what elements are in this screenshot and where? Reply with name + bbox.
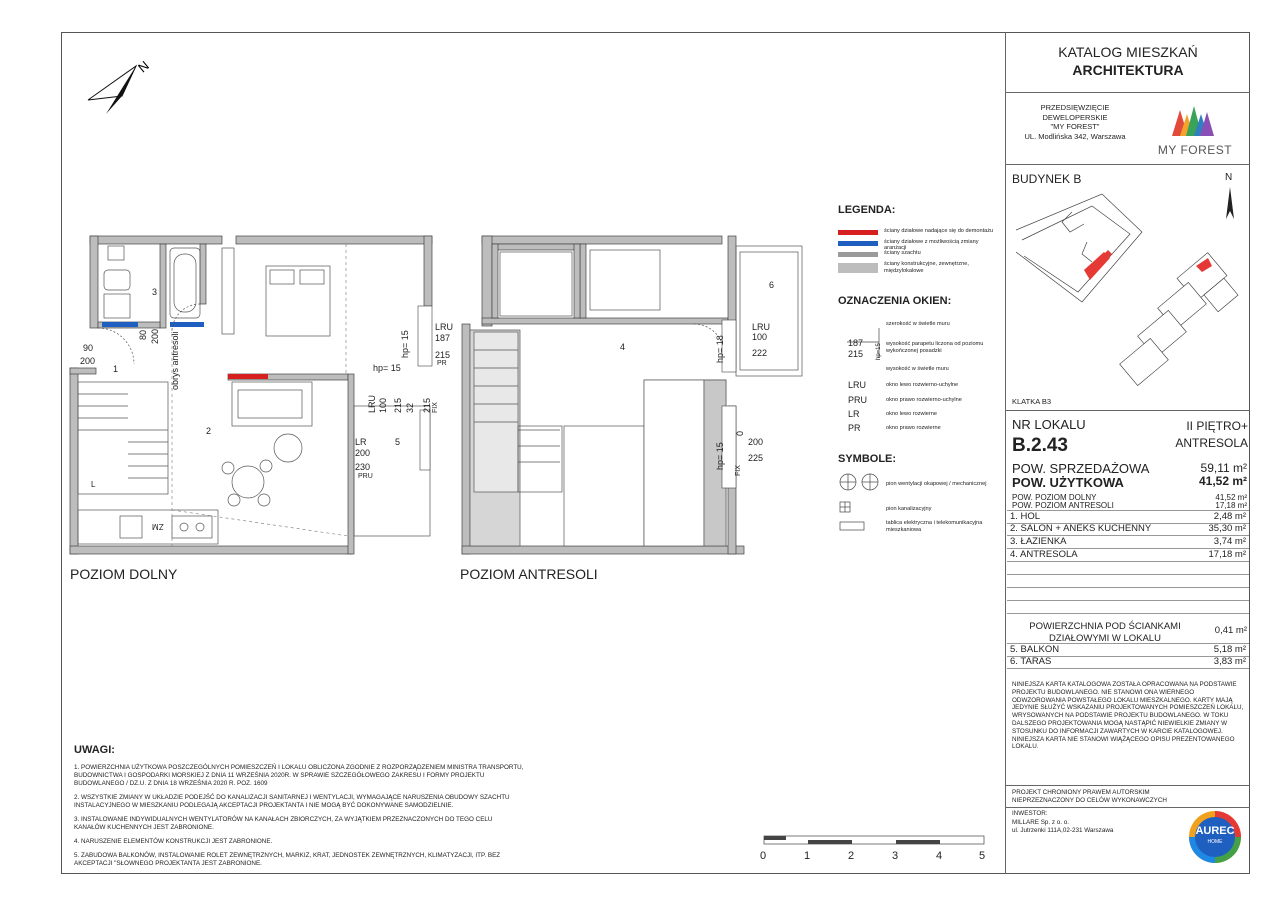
stair-label: KLATKA B3 xyxy=(1012,397,1052,406)
myforest-logo xyxy=(1150,104,1240,156)
forest-logo-icon xyxy=(1150,104,1240,138)
developer-info xyxy=(1010,103,1140,141)
floor-line2: ANTRESOLA xyxy=(1175,436,1248,450)
divider xyxy=(1005,785,1250,786)
divider xyxy=(1005,92,1250,93)
copyright-line: PROJEKT CHRONIONY PRAWEM AUTORSKIM xyxy=(1012,789,1150,796)
stair-tag: L xyxy=(91,480,96,489)
partition-line: DZIAŁOWYMI W LOKALU xyxy=(1049,633,1161,644)
developer-line: PRZEDSIĘWZIĘCIE xyxy=(1040,103,1110,112)
lower-floor-label: POZIOM DOLNY xyxy=(70,566,178,582)
symbol-text: tablica elektryczna i telekomunikacyjna mieszkaniowa xyxy=(886,520,983,533)
legend-swatch xyxy=(838,252,878,257)
investor-label: INWESTOR: xyxy=(1012,810,1048,817)
legend-item xyxy=(838,250,998,261)
mezzanine-label: POZIOM ANTRESOLI xyxy=(460,566,598,582)
window-width: 187 xyxy=(435,333,451,343)
room-name: 2. SALON + ANEKS KUCHENNY xyxy=(1010,523,1152,534)
usable-area-value: 41,52 m² xyxy=(1198,474,1247,488)
room-row xyxy=(1007,523,1249,536)
window-height: 215 xyxy=(393,397,403,413)
room-area: 2,48 m² xyxy=(1213,511,1246,522)
lower-area-value: 41,52 m² xyxy=(1215,493,1247,502)
copyright-notice xyxy=(1012,789,1167,805)
legend-list xyxy=(838,228,998,275)
window-type: LR xyxy=(355,437,367,447)
lower-area-label: POW. POZIOM DOLNY xyxy=(1012,493,1097,502)
room-row xyxy=(1007,510,1249,524)
note-item: 5. ZABUDOWA BALKONÓW, INSTALOWANIE ROLET ZEWNĘTRZNYCH, MARKIZ, KRAT, JEDNOSTEK ZEWNĘTRZNYCH, KLIMATYZACJI, ITP. BEZ AKCEPTACJI "SŁOWNEGO PROJEKTANTA JEST ZABRONIONE. xyxy=(74,852,501,867)
divider xyxy=(1005,410,1250,411)
lower-floor-plan xyxy=(68,230,443,555)
scale-tick: 2 xyxy=(848,850,855,862)
window-code-text: okno lewo rozwierne xyxy=(886,411,937,417)
note-item: 3. INSTALOWANIE INDYWIDUALNYCH WENTYLATORÓW NA KANAŁACH ZBIORCZYCH, ZA WYJĄTKIEM PRZEZNACZONYCH DO TEGO CELU KANAŁÓW KUCHENNYCH JEST ZABRONIONE. xyxy=(74,816,493,831)
note-item: 2. WSZYSTKIE ZMIANY W UKŁADZIE PODEJŚĆ DO KANALIZACJI SANITARNEJ I WENTYLACJI, WYMAGAJĄCE NARUSZENIA OBUDOWY SZACHTU INSTALACYJNEGO W MIESZKANIU PODLEGAJĄ AKCEPTACJI PROJEKTANTA I NIE MOGĄ BYĆ DOKONYWANE SAMODZIELNIE. xyxy=(74,794,510,809)
aurec-text: AUREC xyxy=(1195,825,1235,837)
window-height-note: wysokość w świetle muru xyxy=(886,366,949,372)
key-plan-map xyxy=(1012,192,1248,392)
window-width: 100 xyxy=(378,397,388,413)
window-fix: FIX xyxy=(432,402,439,413)
note-item: 4. NARUSZENIE ELEMENTÓW KONSTRUKCJI JEST ZABRONIONE. xyxy=(74,838,273,845)
scale-tick: 0 xyxy=(760,850,767,862)
aurec-logo xyxy=(1186,810,1244,864)
room-tag-3: 3 xyxy=(152,287,158,297)
window-height: 215 xyxy=(422,397,432,413)
legend-swatch xyxy=(838,241,878,246)
room-tag-6: 6 xyxy=(769,280,775,290)
legend-text: ściany działowe nadające się do demontażu xyxy=(884,228,994,234)
legend-item xyxy=(838,239,998,250)
partition-area-label xyxy=(1010,621,1200,645)
window-legend-hp: hp=15 xyxy=(876,343,882,360)
empty-row xyxy=(1007,562,1249,575)
copyright-line: NIEPRZEZNACZONY DO CELÓW WYKONAWCZYCH xyxy=(1012,797,1167,804)
symbol-text: pion wentylacji okapowej / mechanicznej xyxy=(886,481,987,487)
window-width-note: szerokość w świetle muru xyxy=(886,321,950,327)
outdoor-row xyxy=(1007,643,1249,657)
notes-title: UWAGI: xyxy=(74,744,115,756)
window-height: 222 xyxy=(752,348,768,358)
window-code: LRU xyxy=(848,380,867,390)
building-label: BUDYNEK B xyxy=(1012,172,1082,186)
empty-row xyxy=(1007,601,1249,614)
developer-line: UL. Modlińska 342, Warszawa xyxy=(1024,131,1126,141)
room-area: 3,74 m² xyxy=(1213,536,1246,547)
unit-nr-label: NR LOKALU xyxy=(1012,417,1086,432)
sill-height: hp= 18 xyxy=(715,335,725,363)
window-code: LR xyxy=(848,409,860,419)
empty-row xyxy=(1007,588,1249,601)
door-width-1: 90 xyxy=(83,343,94,353)
mezz-area-value: 17,18 m² xyxy=(1215,501,1247,510)
investor-info xyxy=(1012,810,1113,836)
title-block-divider xyxy=(1005,32,1006,874)
floor-line1: II PIĘTRO+ xyxy=(1186,419,1248,433)
sales-area-label: POW. SPRZEDAŻOWA xyxy=(1012,461,1150,476)
window-width: 200 xyxy=(355,448,371,458)
divider xyxy=(1005,164,1250,165)
window-type: LRU xyxy=(367,394,377,413)
divider xyxy=(1005,807,1250,808)
unit-nr-value: B.2.43 xyxy=(1012,435,1068,456)
usable-area-label: POW. UŻYTKOWA xyxy=(1012,475,1124,490)
room-name: 3. ŁAZIENKA xyxy=(1010,536,1067,547)
legend-item xyxy=(838,228,998,239)
room-tag-1: 1 xyxy=(113,364,119,374)
window-sill-note: wysokość parapetu liczona od poziomu wykończonej posadzki xyxy=(886,341,984,354)
door-height-1: 200 xyxy=(80,356,96,366)
developer-line: "MY FOREST" xyxy=(1050,122,1100,131)
window-legend-top: 187 xyxy=(848,338,864,348)
legend-item xyxy=(838,261,998,275)
partition-area-value: 0,41 m² xyxy=(1214,625,1247,636)
window-width: 200 xyxy=(748,437,764,447)
door-height-2: 200 xyxy=(150,328,160,344)
scale-tick: 4 xyxy=(936,850,943,862)
room-area: 17,18 m² xyxy=(1208,549,1246,560)
catalog-title: KATALOG MIESZKAŃ xyxy=(1058,44,1198,60)
mezzanine-plan xyxy=(460,230,840,555)
symbol-icons xyxy=(838,470,882,534)
scale-tick: 5 xyxy=(979,850,986,862)
outdoor-row xyxy=(1007,656,1249,669)
window-sill: 0 xyxy=(735,430,745,436)
investor-address: ul. Jutrzenki 111A,02-231 Warszawa xyxy=(1012,827,1114,834)
scale-bar xyxy=(760,832,990,850)
svg-text:N: N xyxy=(135,57,152,76)
room-name: 4. ANTRESOLA xyxy=(1010,549,1078,560)
catalog-subtitle: ARCHITEKTURA xyxy=(1072,62,1184,78)
window-height: 230 xyxy=(355,462,371,472)
legend-text: ściany szachtu xyxy=(884,250,921,256)
window-height: 225 xyxy=(748,453,764,463)
room-tag-5: 5 xyxy=(395,437,401,447)
mezzanine-outline-label: obrys antresoli xyxy=(170,331,180,390)
window-type: LRU xyxy=(435,322,454,332)
legend-text: ściany konstrukcyjne, zewnętrzne, międzylokalowe xyxy=(884,261,969,274)
window-type: LRU xyxy=(752,322,771,332)
legend-text: ściany działowe z możliwością zmiany aranżacji xyxy=(884,239,979,251)
window-fix: FIX xyxy=(735,465,742,476)
room-tag-4: 4 xyxy=(620,342,626,352)
north-label: N xyxy=(1225,172,1233,183)
outdoor-name: 5. BALKON xyxy=(1010,644,1060,655)
legend-swatch xyxy=(838,263,878,273)
disclaimer-text: NINIEJSZA KARTA KATALOGOWA ZOSTAŁA OPRACOWANA NA PODSTAWIE PROJEKTU BUDOWLANEGO. NIE STANOWI ONA WIERNEGO ODWZOROWANIA POWSTAŁEGO LOKALU MIESZKALNEGO. KARTY MAJĄ JEDYNIE SŁUŻYĆ WSKAZANIU PROJEKTOWANYCH POMIESZCZEŃ LOKALU, WRYSOWANYCH NA PODSTAWIE PROJEKTU BUDOWLANEGO. W TOKU DALSZEGO PROJEKTOWANIA MOGĄ NASTĄPIĆ NIEWIELKIE ZMIANY W STOSUNKU DO INFORMACJI ZAWARTYCH W KARCIE KATALOGOWEJ. NINIEJSZA KARTA NIE STANOWI WIĄŻĄCEGO OPISU PREZENTOWANEGO LOKALU. xyxy=(1012,681,1244,751)
partition-line: POWIERZCHNIA POD ŚCIANKAMI xyxy=(1029,621,1181,632)
window-code: PRU xyxy=(848,395,868,405)
cabinet-tag: ZM xyxy=(152,522,164,531)
windows-legend-title: OZNACZENIA OKIEN: xyxy=(838,295,952,307)
notes-list xyxy=(74,764,524,874)
window-code-text: okno lewo rozwierno-uchylne xyxy=(886,382,959,388)
mezz-area-label: POW. POZIOM ANTRESOLI xyxy=(1012,501,1114,510)
window-width: 100 xyxy=(752,332,768,342)
sill-height: hp= 15 xyxy=(715,442,725,470)
window-height: 215 xyxy=(435,350,451,360)
outdoor-area: 5,18 m² xyxy=(1213,644,1246,655)
outdoor-area: 3,83 m² xyxy=(1213,656,1246,667)
legend-swatch xyxy=(838,230,878,235)
empty-row xyxy=(1007,575,1249,588)
investor-name: MILLARE Sp. z o. o. xyxy=(1012,818,1070,826)
aurec-sub: HOME xyxy=(1207,839,1223,845)
scale-tick: 1 xyxy=(804,850,811,862)
door-width-2: 80 xyxy=(138,329,148,340)
logo-text: MY FOREST xyxy=(1157,143,1233,157)
window-opening: PR xyxy=(437,360,447,367)
developer-line: DEWELOPERSKIE xyxy=(1042,112,1108,122)
scale-tick: 3 xyxy=(892,850,899,862)
room-name: 1. HOL xyxy=(1010,511,1041,522)
window-sill: 32 xyxy=(405,402,415,413)
sill-height: hp= 15 xyxy=(373,363,401,373)
sales-area-value: 59,11 m² xyxy=(1200,461,1247,475)
symbol-text: pion kanalizacyjny xyxy=(886,506,932,512)
window-opening: PRU xyxy=(358,473,373,480)
window-legend-bottom: 215 xyxy=(848,349,864,359)
plan-north-arrow-icon xyxy=(86,52,156,118)
symbols-title: SYMBOLE: xyxy=(838,453,897,465)
room-tag-2: 2 xyxy=(206,426,212,436)
room-row xyxy=(1007,549,1249,562)
sill-height: hp= 15 xyxy=(400,330,410,358)
note-item: 1. POWIERZCHNIA UŻYTKOWA POSZCZEGÓLNYCH POMIESZCZEŃ I LOKALU OBLICZONA ZGODNIE Z ROZPORZĄDZENIEM MINISTRA TRANSPORTU, BUDOWNICTWA I GOSPODARKI MORSKIEJ Z DNIA 11 WRZEŚNIA 2020R. W SPRAWIE SZCZEGÓŁOWEGO ZAKRESU I FORMY PROJEKTU BUDOWLANEGO / DZ.U. Z DNIA 18 WRZEŚNIA 2020 R. POZ. 1609 xyxy=(74,764,524,787)
window-code-text: okno prawo rozwierne xyxy=(886,425,941,431)
outdoor-name: 6. TARAS xyxy=(1010,656,1052,667)
room-area: 35,30 m² xyxy=(1208,523,1246,534)
aurec-logo-icon xyxy=(1186,810,1244,864)
window-code: PR xyxy=(848,423,861,433)
window-code-text: okno prawo rozwierno-uchylne xyxy=(886,397,962,403)
legend-title: LEGENDA: xyxy=(838,204,896,216)
room-row xyxy=(1007,536,1249,549)
